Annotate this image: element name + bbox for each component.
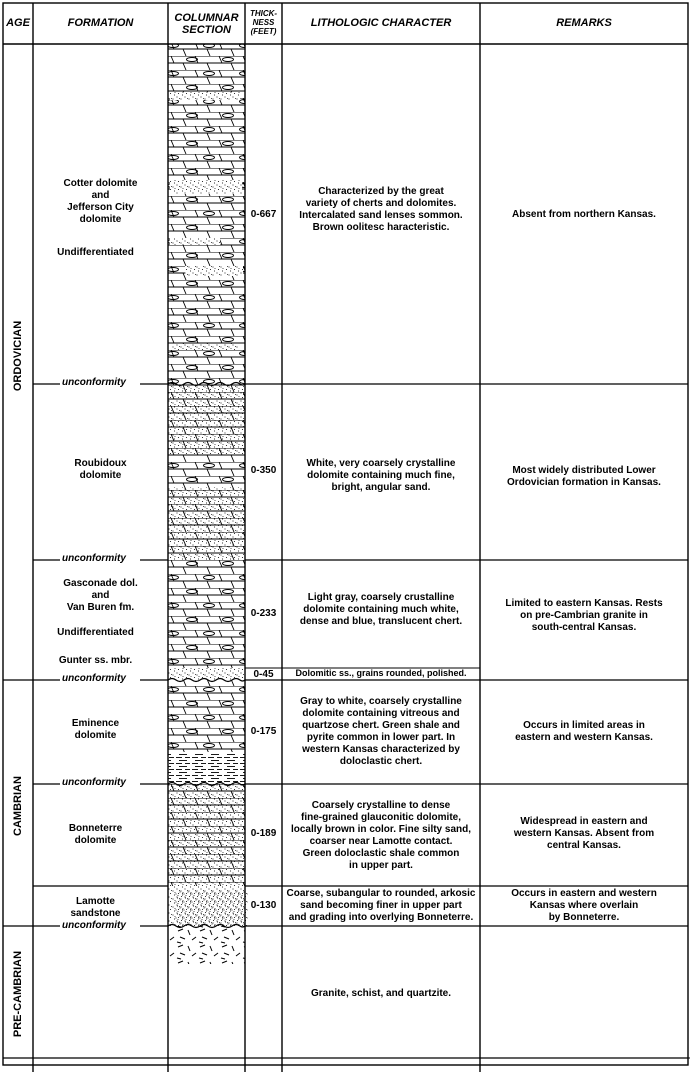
- age-ordovician: ORDOVICIAN: [12, 320, 24, 392]
- thickness-eminence: 0-175: [250, 726, 277, 737]
- bonneterre-sand: [168, 784, 245, 886]
- lithology-precambrian: Granite, schist, and quartzite.: [310, 988, 452, 999]
- thickness-lamotte: 0-130: [250, 900, 277, 911]
- formation-eminence: Eminence dolomite: [71, 718, 120, 741]
- thickness-gunter: 0-45: [253, 669, 274, 680]
- lithology-eminence: Gray to white, coarsely crystalline dolomite containing vitreous and quartzose chert. Green shale and pyrite common in lower part. In western Kansas characterized by doloclastic chert.: [300, 696, 462, 767]
- unconformity-label-2: unconformity: [62, 553, 126, 564]
- remarks-eminence: Occurs in limited areas in eastern and western Kansas.: [515, 720, 653, 743]
- header-columnar-section: COLUMNAR SECTION: [174, 12, 239, 36]
- age-cambrian: CAMBRIAN: [12, 776, 24, 836]
- eminence-shale-pattern: [168, 752, 245, 784]
- cotter-sand-lens-4-dots: [185, 266, 243, 276]
- formation-bonneterre: Bonneterre dolomite: [68, 823, 123, 846]
- formation-cotter-undifferentiated: Undifferentiated: [57, 247, 134, 258]
- lithology-roubidoux: White, very coarsely crystalline dolomite containing much fine, bright, angular sand.: [306, 458, 456, 493]
- unconformity-label-1: unconformity: [62, 377, 126, 388]
- lithology-gunter: Dolomitic ss., grains rounded, polished.: [295, 668, 467, 678]
- unconformity-label-3: unconformity: [62, 673, 126, 684]
- remarks-cotter: Absent from northern Kansas.: [512, 209, 656, 220]
- remarks-lamotte: Occurs in eastern and western Kansas where overlain by Bonneterre.: [511, 888, 657, 923]
- remarks-bonneterre: Widespread in eastern and western Kansas. Absent from central Kansas.: [513, 816, 655, 851]
- formation-gasconade: Gasconade dol. and Van Buren fm.: [63, 578, 138, 613]
- lithology-gasconade: Light gray, coarsely crustalline dolomite containing much white, dense and blue, translucent chert.: [299, 592, 463, 627]
- header-thickness: THICK- NESS (FEET): [249, 9, 278, 36]
- formation-gasconade-undifferentiated: Undifferentiated: [57, 627, 134, 638]
- cotter-sand-lens-2-dots: [170, 180, 242, 194]
- remarks-roubidoux: Most widely distributed Lower Ordovician formation in Kansas.: [507, 465, 661, 488]
- thickness-cotter: 0-667: [250, 209, 277, 220]
- header-lithologic-character: LITHOLOGIC CHARACTER: [310, 17, 452, 29]
- header-remarks: REMARKS: [556, 17, 612, 29]
- gasconade-chert: [168, 560, 245, 668]
- lithology-bonneterre: Coarsely crystalline to dense fine-grained glauconitic dolomite, locally brown in color. Fine silty sand, coarser near Lamotte contact. Green doloclastic shale common in upper part.: [290, 800, 472, 871]
- lamotte-sand-dense: [175, 891, 248, 927]
- cotter-sand-lens-1-dots: [170, 92, 240, 100]
- unconformity-label-4: unconformity: [62, 777, 126, 788]
- gunter-fill: [168, 668, 245, 680]
- formation-gunter: Gunter ss. mbr.: [58, 655, 133, 666]
- thickness-roubidoux: 0-350: [250, 465, 277, 476]
- lithology-lamotte: Coarse, subangular to rounded, arkosic sand becoming finer in upper part and grading into overlying Bonneterre.: [286, 888, 476, 923]
- columnar-section: [168, 44, 248, 964]
- remarks-gasconade: Limited to eastern Kansas. Rests on pre-Cambrian granite in south-central Kansas.: [505, 598, 663, 633]
- formation-cotter: Cotter dolomite and Jefferson City dolomite: [63, 178, 138, 225]
- formation-roubidoux: Roubidoux dolomite: [74, 458, 127, 481]
- roubidoux-chert-band-chert: [168, 455, 245, 487]
- unconformity-label-5: unconformity: [62, 920, 126, 931]
- cotter-sand-lens-3-dots: [170, 238, 220, 245]
- thickness-bonneterre: 0-189: [250, 828, 277, 839]
- eminence-chert: [168, 680, 245, 750]
- precambrian-granite: [168, 926, 245, 964]
- formation-lamotte: Lamotte sandstone: [70, 896, 121, 919]
- header-formation: FORMATION: [67, 17, 134, 29]
- age-precambrian: PRE-CAMBRIAN: [12, 950, 24, 1038]
- lithology-cotter: Characterized by the great variety of cherts and dolomites. Intercalated sand lenses sommon. Brown oolitesc haracteristic.: [299, 186, 463, 233]
- thickness-gasconade: 0-233: [250, 608, 277, 619]
- cotter-sand-lens-5-dots: [172, 344, 238, 350]
- header-age: AGE: [6, 17, 30, 29]
